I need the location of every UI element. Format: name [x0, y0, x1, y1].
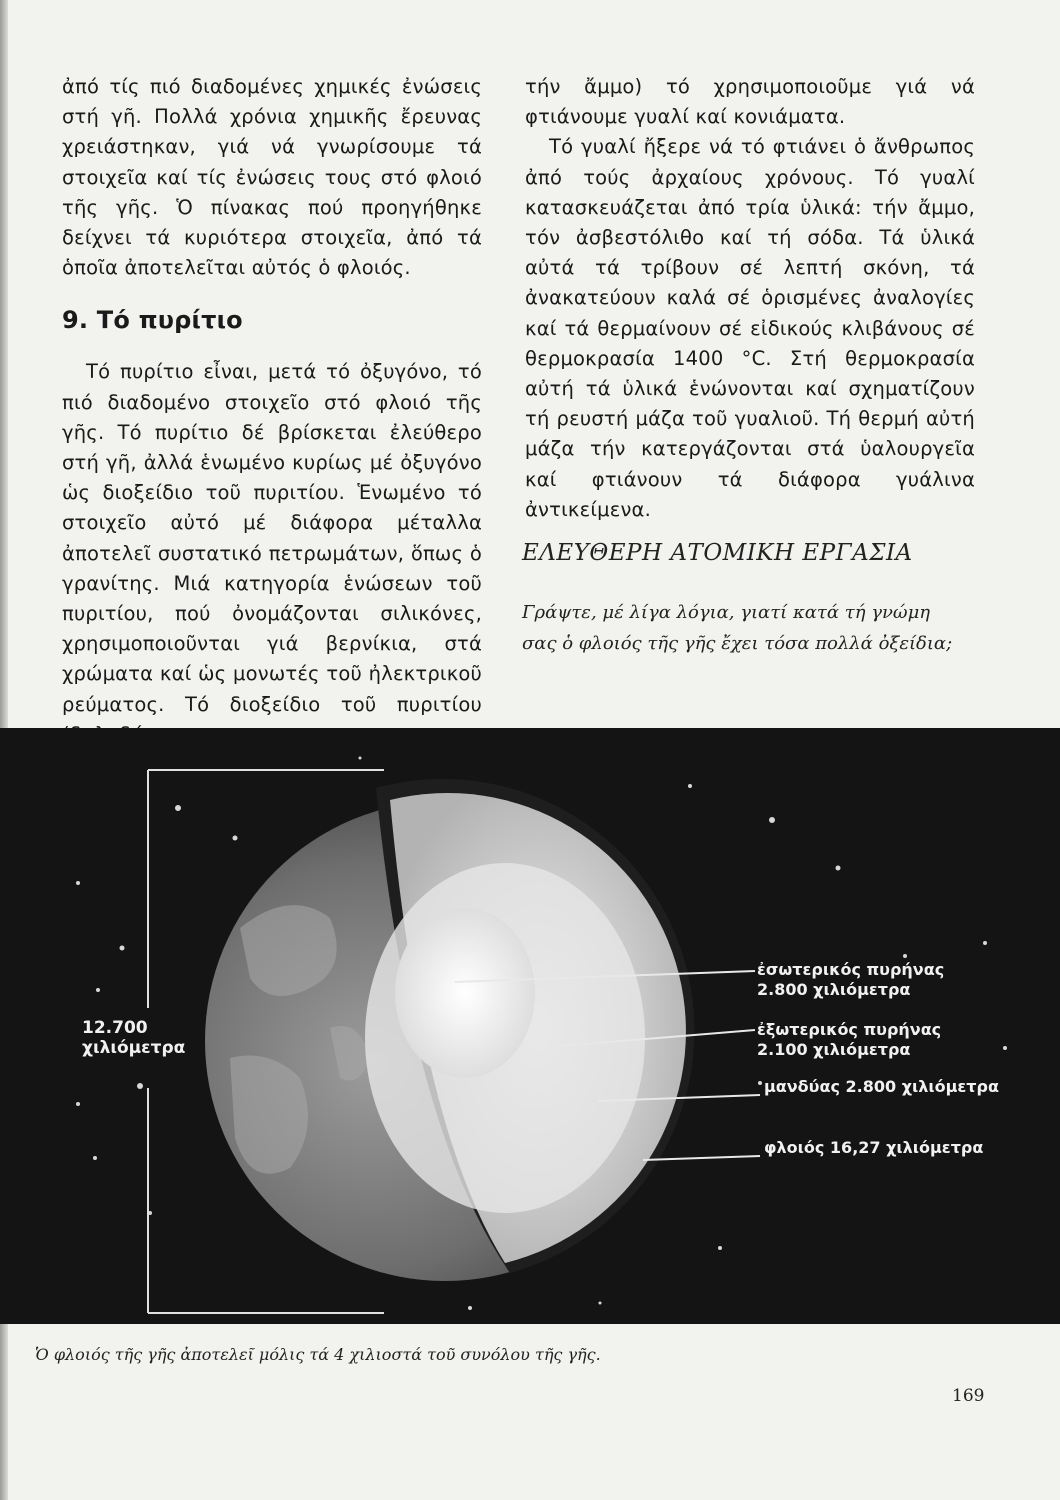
mantle-label — [764, 1077, 999, 1097]
diameter-unit: χιλιόμετρα — [82, 1038, 186, 1058]
free-work-prompt: Γράψτε, μέ λίγα λόγια, γιατί κατά τή γνώμη σας ὁ φλοιός τῆς γῆς ἔχει τόσα πολλά ὀξείδια; — [522, 602, 953, 654]
crust-name: φλοιός — [764, 1138, 825, 1157]
inner-core-thickness: 2.800 χιλιόμετρα — [757, 980, 911, 999]
diameter-label — [82, 1018, 185, 1058]
figure-caption: Ὁ φλοιός τῆς γῆς ἀποτελεῖ μόλις τά 4 χιλιοστά τοῦ συνόλου τῆς γῆς. — [35, 1345, 601, 1364]
outer-core-thickness: 2.100 χιλιόμετρα — [757, 1040, 911, 1059]
intro-paragraph: ἀπό τίς πιό διαδομένες χημικές ἐνώσεις στή γῆ. Πολλά χρόνια χημικῆς ἔρευνας χρειάστηκαν, γιά νά γνωρίσουμε τά στοιχεῖα καί τίς ἐνώσεις τους στό φλοιό τῆς γῆς. Ὁ πίνακας πού προηγήθηκε δείχνει τά κυριότερα στοιχεῖα, ἀπό τά ὁποῖα ἀποτελεῖται αὐτός ὁ φλοιός. — [62, 75, 482, 280]
glass-paragraph: Τό γυαλί ἤξερε νά τό φτιάνει ὁ ἄνθρωπος ἀπό τούς ἀρχαίους χρόνους. Τό γυαλί κατασκευάζεται ἀπό τρία ὑλικά: τήν ἄμμο, τόν ἀσβεστόλιθο καί τή σόδα. Τά ὑλικά αὐτά τά τρίβουν σέ λεπτή σκόνη, τά ἀνακατεύουν καλά σέ ὁρισμένες ἀναλογίες καί τά θερμαίνουν σέ εἰδικούς κλιβάνους σέ θερμοκρασία 1400 °C. Στή θερμοκρασία αὐτή τά ὑλικά ἑνώνονται καί σχηματίζουν τή ρευστή μάζα τοῦ γυαλιοῦ. Τή θερμή αὐτή μάζα τήν κατεργάζονται στά ὑαλουργεῖα καί φτιάνουν τά διάφορα γυάλινα ἀντικείμενα. — [525, 135, 975, 521]
crust-label — [764, 1138, 983, 1158]
crust-thickness: 16,27 χιλιόμετρα — [829, 1138, 984, 1157]
diameter-value: 12.700 — [82, 1018, 148, 1038]
outer-core-name: ἐξωτερικός πυρήνας — [757, 1020, 942, 1039]
outer-core-label — [757, 1020, 941, 1060]
continuation-paragraph: τήν ἄμμο) τό χρησιμοποιοῦμε γιά νά φτιάνουμε γυαλί καί κονιάματα. — [525, 75, 975, 129]
left-column — [62, 72, 482, 750]
earth-cross-section-figure — [0, 728, 1060, 1324]
mantle-thickness: 2.800 χιλιόμετρα — [845, 1077, 999, 1096]
inner-core-name: ἐσωτερικός πυρήνας — [757, 960, 945, 979]
mantle-name: μανδύας — [764, 1077, 840, 1096]
silicon-paragraph: Τό πυρίτιο εἶναι, μετά τό ὀξυγόνο, τό πιό διαδομένο στοιχεῖο στό φλοιό τῆς γῆς. Τό πυρίτιο δέ βρίσκεται ἐλεύθερο στή γῆ, ἀλλά ἑνωμένο κυρίως μέ ὀξυγόνο ὡς διοξείδιο τοῦ πυριτίου. Ἑνωμένο τό στοιχεῖο αὐτό μέ διάφορα μέταλλα ἀποτελεῖ συστατικό πετρωμάτων, ὅπως ὁ γρανίτης. Μιά κατηγορία ἑνώσεων τοῦ πυριτίου, πού ὀνομάζονται σιλικόνες, χρησιμοποιοῦνται γιά βερνίκια, στά χρώματα καί ὡς μονωτές τοῦ ἠλεκτρικοῦ ρεύματος. Τό διοξείδιο τοῦ πυριτίου — [62, 360, 482, 716]
section-heading: 9. Τό πυρίτιο — [62, 306, 243, 335]
free-work-title: ΕΛΕΥΘΕΡΗ ΑΤΟΜΙΚΗ ΕΡΓΑΣΙΑ — [522, 540, 913, 566]
right-column — [525, 72, 975, 525]
page-number: 169 — [952, 1386, 985, 1406]
inner-core — [395, 908, 535, 1078]
inner-core-label — [757, 960, 944, 1000]
